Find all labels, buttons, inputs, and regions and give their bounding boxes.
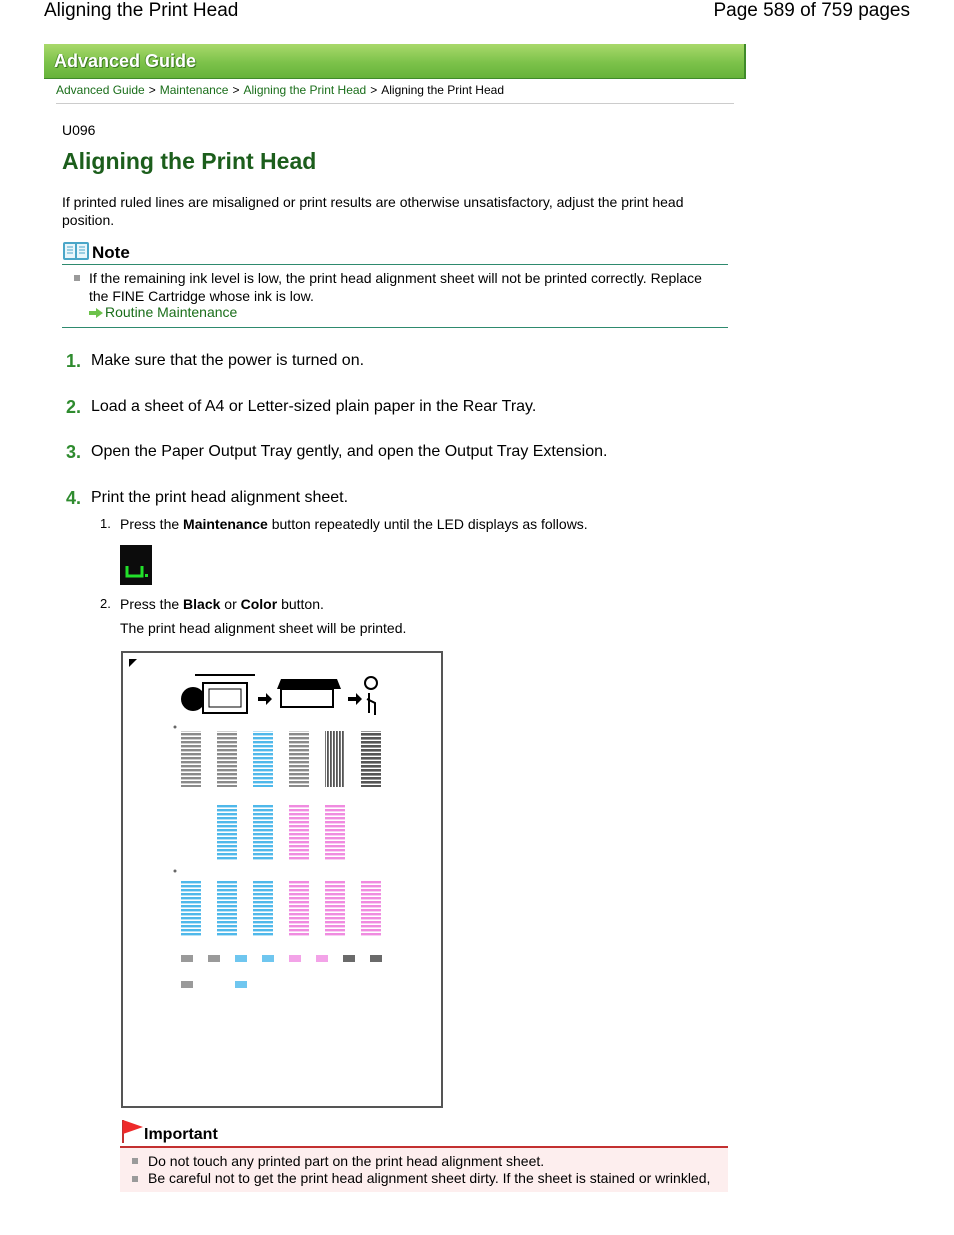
divider — [56, 103, 734, 104]
step-text: Make sure that the power is turned on. — [91, 352, 365, 369]
note-top-rule — [62, 264, 728, 265]
routine-maintenance-link[interactable] — [89, 304, 237, 320]
instruction-pictograms — [181, 675, 377, 715]
book-icon — [62, 240, 90, 262]
substep-text — [120, 516, 588, 532]
step-text: Print the print head alignment sheet. — [91, 489, 349, 506]
substep-number: 1. — [100, 516, 111, 531]
color-button-name: Color — [240, 596, 278, 612]
alignment-sheet-image — [121, 651, 443, 1108]
note-title: Note — [92, 243, 130, 262]
step-text: Open the Paper Output Tray gently, and open the Output Tray Extension. — [91, 443, 608, 460]
routine-maintenance-link-label: Routine Maintenance — [105, 304, 238, 320]
substep-text-part: Press the — [120, 516, 180, 532]
bullet-icon — [74, 275, 80, 281]
substep-text-part: or — [224, 596, 237, 612]
advanced-guide-banner — [44, 44, 746, 79]
step-number: 4. — [66, 488, 82, 508]
substep-result-text: The print head alignment sheet will be printed. — [120, 620, 407, 636]
intro-paragraph: If printed ruled lines are misaligned or print results are otherwise unsatisfactory, adjust the print head position. — [62, 194, 684, 228]
note-text: If the remaining ink level is low, the print head alignment sheet will not be printed correctly. Replace the FINE Cartridge whose ink is low. — [89, 270, 702, 304]
important-item: Do not touch any printed part on the print head alignment sheet. — [148, 1153, 545, 1169]
led-display — [120, 545, 152, 585]
breadcrumb-current: Aligning the Print Head — [381, 83, 504, 97]
note-bottom-rule — [62, 327, 728, 328]
breadcrumb — [56, 83, 504, 97]
step-number: 3. — [66, 442, 82, 462]
important-item: Be careful not to get the print head alignment sheet dirty. If the sheet is stained or wrinkled, — [148, 1170, 711, 1186]
breadcrumb-separator: > — [370, 83, 378, 97]
maintenance-button-name: Maintenance — [183, 516, 268, 532]
banner-label: Advanced Guide — [54, 51, 197, 71]
arrow-right-icon — [89, 308, 103, 318]
breadcrumb-link-advanced-guide[interactable]: Advanced Guide — [56, 83, 145, 97]
substep-text-part: button. — [281, 596, 324, 612]
important-box — [120, 1146, 728, 1192]
page-title: Aligning the Print Head — [62, 148, 317, 174]
substep-number: 2. — [100, 596, 111, 611]
step-text: Load a sheet of A4 or Letter-sized plain paper in the Rear Tray. — [91, 398, 537, 415]
breadcrumb-separator: > — [148, 83, 156, 97]
step-number: 1. — [66, 351, 82, 371]
doc-code: U096 — [62, 122, 96, 138]
bullet-icon — [132, 1158, 138, 1164]
breadcrumb-separator: > — [232, 83, 240, 97]
bullet-icon — [132, 1176, 138, 1182]
substep-text-part: Press the — [120, 596, 180, 612]
black-button-name: Black — [183, 596, 221, 612]
step-number: 2. — [66, 397, 82, 417]
breadcrumb-link-maintenance[interactable]: Maintenance — [159, 83, 229, 97]
page-counter: Page 589 of 759 pages — [713, 0, 910, 21]
led-digit-u-icon — [120, 545, 152, 585]
red-flag-icon — [120, 1118, 144, 1144]
substep-text-part: button repeatedly until the LED displays as follows. — [271, 516, 588, 532]
substep-text — [120, 596, 324, 612]
important-title: Important — [144, 1126, 218, 1143]
page-header-title: Aligning the Print Head — [44, 0, 239, 21]
breadcrumb-link-aligning[interactable]: Aligning the Print Head — [243, 83, 367, 97]
alignment-sheet-illustration — [123, 653, 441, 1106]
